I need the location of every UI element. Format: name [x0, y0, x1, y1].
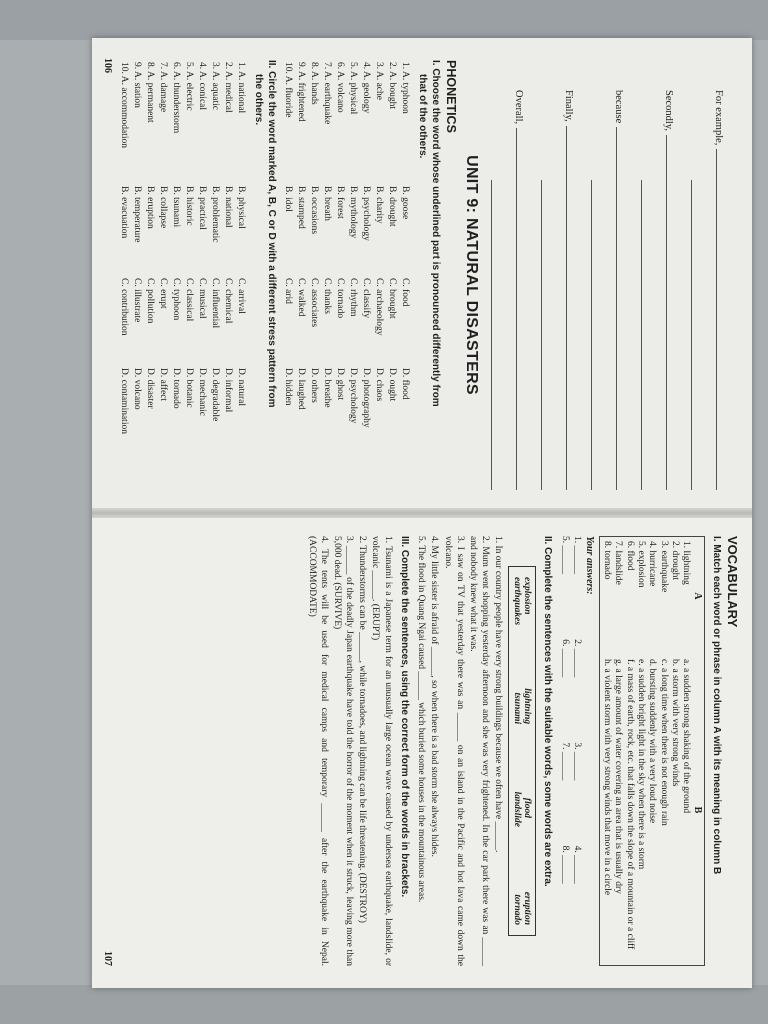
word-box-word: eruption [522, 891, 533, 925]
word-box-row [522, 577, 532, 925]
writing-line-label: Secondly, [663, 90, 674, 132]
option-cell: 5. A. electric [184, 62, 195, 111]
option-cell: 4. A. geology [361, 62, 372, 114]
answer-blank: 1. ______ [572, 536, 583, 574]
answer-blank: 2. ______ [572, 639, 583, 678]
instruction-line: the others. [253, 74, 265, 126]
matching-row [669, 537, 680, 966]
option-cell: B. physical [236, 186, 247, 229]
matching-row [657, 537, 668, 966]
instruction-line: I. Choose the word whose underlined part is pronounced differently from [430, 60, 441, 407]
question-row [334, 60, 347, 490]
option-cell: B. collapse [158, 186, 169, 229]
sentence: 1. In our country people have very strong buildings because we often have ______. [493, 536, 504, 853]
sentence: 2. Thunderstorms can be ______, while tornadoes, and lightning can be life threatening. (DESTROY) [357, 536, 368, 923]
sentence: 4. The tents will be used for medical camps and temporary ______ after the earthquake in Nepal. (ACCOMMODATE) [306, 536, 329, 966]
option-cell: 6. A. thunderstorm [171, 62, 182, 134]
column-b-item: b. a storm with very strong winds [670, 659, 681, 787]
matching-row [646, 537, 657, 966]
writing-rule [716, 149, 718, 490]
option-cell: 2. A. medical [223, 62, 234, 113]
option-cell: B. drought [387, 186, 398, 227]
option-cell: D. ought [387, 368, 398, 402]
word-box-word: flood [522, 797, 533, 818]
word-box-word: landslide [512, 791, 523, 827]
option-cell: B. charity [374, 186, 385, 224]
option-cell: C. arid [283, 278, 294, 304]
option-cell: C. rhythm [348, 278, 359, 317]
writing-line-label: For example, [713, 90, 724, 146]
option-cell: D. hidden [283, 368, 294, 406]
background-top [0, 0, 768, 40]
writing-rule [566, 126, 568, 490]
answer-blank: 8. ______ [559, 845, 570, 884]
option-cell: 5. A. physical [348, 62, 359, 115]
option-cell: 9. A. frightened [296, 62, 307, 122]
writing-rule [541, 180, 543, 490]
right-page [92, 518, 752, 988]
writing-line [563, 90, 588, 490]
answer-blank: 7. ______ [559, 742, 570, 781]
option-cell: C. chemical [223, 278, 234, 324]
column-b-item: g. a large amount of water covering an area that is usually dry [613, 659, 624, 894]
option-cell: C. tornado [335, 278, 346, 319]
option-cell: B. national [223, 186, 234, 228]
writing-rule [641, 180, 643, 490]
word-box-word: tornado [512, 894, 523, 925]
answer-blank: 5. ______ [559, 536, 570, 574]
matching-row [600, 537, 612, 966]
option-cell: 4. A. conical [197, 62, 208, 111]
option-cell: D. degradable [210, 368, 221, 422]
option-cell: 7. A. damage [158, 62, 169, 113]
option-cell: C. classify [361, 278, 372, 319]
option-cell: D. volcano [132, 368, 143, 410]
option-cell: D. flood [400, 368, 411, 400]
unit-title: UNIT 9: NATURAL DISASTERS [463, 155, 480, 395]
word-form-sentences [306, 536, 394, 966]
background-bottom [0, 985, 768, 1024]
instruction-line: II. Circle the word marked A, B, C or D with a different stress pattern from [266, 60, 277, 408]
option-cell: B. forest [335, 186, 346, 219]
option-cell: 7. A. earthquake [322, 62, 333, 125]
writing-rule [591, 180, 593, 490]
answer-blank: 6. ______ [559, 639, 570, 678]
column-a-item: 5. explosion [635, 541, 646, 588]
option-cell: 10. A. accommodation [119, 62, 130, 149]
option-cell: 3. A. ache [374, 62, 385, 100]
writing-rule [491, 180, 493, 490]
writing-line [513, 90, 538, 490]
column-a-header: A [692, 592, 704, 600]
question-row [308, 60, 321, 490]
option-cell: D. laughed [296, 368, 307, 410]
answer-blank: 4. ______ [572, 845, 583, 884]
word-box-word: lightning [522, 688, 533, 725]
option-cell: B. problematic [210, 186, 221, 243]
open-workbook [92, 38, 752, 988]
option-cell: 1. A. national [236, 62, 247, 114]
question-row [321, 60, 334, 490]
option-cell: B. eruption [145, 186, 156, 229]
option-cell: C. pollution [145, 278, 156, 324]
answer-blank: 3. ______ [572, 742, 583, 781]
word-box-word: tsunami [512, 692, 523, 725]
writing-lines [488, 90, 738, 490]
option-cell: C. walked [296, 278, 307, 317]
option-cell: C. brought [387, 278, 398, 319]
matching-row [612, 537, 623, 966]
question-row [235, 60, 248, 490]
option-cell: C. contribution [119, 278, 130, 336]
option-cell: B. temperature [132, 186, 143, 243]
writing-rule [666, 135, 668, 490]
pronunciation-options-table [282, 60, 412, 490]
word-box [508, 566, 536, 936]
writing-line [638, 90, 663, 490]
vocab-ex2-instruction: II. Complete the sentences with the suitable words, some words are extra. [541, 536, 553, 887]
option-cell: B. idol [283, 186, 294, 212]
question-row [386, 60, 399, 490]
matching-row [635, 537, 646, 966]
column-b-item: e. a sudden bright light in the sky when there is a storm [635, 659, 646, 870]
option-cell: D. ghost [335, 368, 346, 401]
column-b-item: c. a long time when there is not enough rain [658, 659, 669, 826]
option-cell: 8. A. permanent [145, 62, 156, 123]
option-cell: D. informal [223, 368, 234, 413]
option-cell: C. thanks [322, 278, 333, 314]
writing-line [663, 90, 688, 490]
matching-row [623, 537, 634, 966]
option-cell: C. associates [309, 278, 320, 328]
option-cell: D. psychology [348, 368, 359, 424]
writing-line-label: Overall, [513, 90, 524, 125]
stress-options-table [118, 60, 248, 490]
option-cell: C. typhoon [171, 278, 182, 321]
sentence: 1. Tsunami is a Japanese term for an unusually large ocean wave caused by undersea earthquake, landslide, or volcanic ______. (ERUPT) [370, 536, 393, 966]
sentence: 4. My little sister is afraid of ______, so when there is a bad storm she always hides. [429, 536, 440, 857]
column-a-item: 6. flood [624, 541, 635, 571]
option-cell: 9. A. station [132, 62, 143, 108]
option-cell: 8. A. hands [309, 62, 320, 105]
matching-row [680, 537, 691, 966]
option-cell: D. others [309, 368, 320, 403]
option-cell: D. contamination [119, 368, 130, 434]
fill-blank-sentences [415, 536, 504, 966]
phonetics-ex2-instruction [252, 60, 277, 490]
writing-rule [616, 127, 618, 490]
writing-line [688, 90, 713, 490]
writing-line-label: because [613, 90, 624, 124]
option-cell: C. classical [184, 278, 195, 322]
word-box-row [512, 577, 522, 925]
option-cell: 6. A. volcano [335, 62, 346, 113]
column-a-item: 3. earthquake [658, 541, 669, 593]
sentence: 5. The flood in Quang Ngai caused ______ which buried some houses in the mountainous areas. [416, 536, 427, 903]
option-cell: 1. A. typhoon [400, 62, 411, 114]
answers-label: Your answers: [584, 536, 596, 595]
writing-rule [691, 180, 693, 490]
option-cell: D. natural [236, 368, 247, 406]
option-cell: B. breath [322, 186, 333, 221]
instruction-line: that of the others. [417, 74, 429, 159]
option-cell: B. goose [400, 186, 411, 220]
option-cell: D. breathe [322, 368, 333, 408]
option-cell: C. illustrate [132, 278, 143, 323]
matching-header-row [692, 537, 706, 966]
vocab-ex1-instruction: I. Match each word or phrase in column A with its meaning in column B [711, 536, 722, 875]
option-cell: B. stamped [296, 186, 307, 229]
option-cell: B. occasions [309, 186, 320, 235]
writing-line [488, 90, 513, 490]
option-cell: C. archaeology [374, 278, 385, 336]
column-b-item: h. a violent storm with very strong winds that move in a circle [601, 659, 612, 896]
option-cell: D. affect [158, 368, 169, 402]
question-row [222, 60, 235, 490]
option-cell: B. mythology [348, 186, 359, 239]
option-cell: C. arrival [236, 278, 247, 314]
page-number: 107 [102, 951, 113, 966]
writing-line [588, 90, 613, 490]
column-b-item: d. bursting suddenly with a very loud noise [647, 659, 658, 824]
writing-rule [516, 128, 518, 490]
word-box-word: explosion [522, 577, 533, 615]
question-row [118, 60, 131, 490]
question-row [183, 60, 196, 490]
phonetics-ex1-instruction [416, 60, 441, 490]
vocabulary-heading: VOCABULARY [725, 536, 740, 628]
writing-line [713, 90, 738, 490]
writing-line [613, 90, 638, 490]
option-cell: B. tsunami [171, 186, 182, 228]
word-box-word: earthquakes [512, 577, 523, 626]
option-cell: B. practical [197, 186, 208, 230]
column-a-item: 4. hurricane [647, 541, 658, 587]
option-cell: B. psychology [361, 186, 372, 241]
writing-line [538, 90, 563, 490]
option-cell: C. erupt [158, 278, 169, 309]
sentence: 3. I saw on TV that yesterday there was an ______ on an island in the Pacific and hot lava came down the volcano. [442, 536, 465, 966]
option-cell: C. food [400, 278, 411, 307]
column-b-header: B [692, 806, 704, 814]
page-number: 106 [102, 58, 113, 73]
option-cell: C. musical [197, 278, 208, 319]
vocab-ex3-instruction: III. Complete the sentences, using the correct form of the words in brackets. [399, 536, 411, 898]
matching-table [599, 536, 705, 966]
question-row [144, 60, 157, 490]
option-cell: 3. A. aquatic [210, 62, 221, 111]
option-cell: D. chaos [374, 368, 385, 402]
question-row [196, 60, 209, 490]
question-row [170, 60, 183, 490]
column-a-item: 8. tornado [601, 541, 612, 580]
option-cell: 2. A. bought [387, 62, 398, 109]
sentence: 3. ______ of the deadly Japan earthquake have told the horror of the moment when it struck, leaving more than 5,000 dead. (SURVIVE) [332, 536, 355, 966]
question-row [209, 60, 222, 490]
column-a-item: 1. lightning [681, 541, 692, 585]
option-cell: D. botanic [184, 368, 195, 408]
question-row [399, 60, 412, 490]
column-b-item: a. a sudden strong shaking of the ground [681, 659, 692, 814]
option-cell: 10. A. fluoride [283, 62, 294, 118]
option-cell: D. tornado [171, 368, 182, 409]
sentence: 2. Mum went shopping yesterday afternoon and she was very frightened. In the car park there was an ______ and nobody knew what it was. [467, 536, 491, 966]
writing-line-label: Finally, [563, 90, 574, 122]
column-b-item: f. a mass of earth, rock, etc. that falls down the slope of a mountain or a cliff [624, 659, 635, 950]
book-spread [92, 38, 752, 988]
question-row [373, 60, 386, 490]
option-cell: B. evacuation [119, 186, 130, 239]
left-page [92, 38, 752, 508]
question-row [157, 60, 170, 490]
question-row [360, 60, 373, 490]
phonetics-heading: PHONETICS [444, 60, 458, 133]
option-cell: C. influential [210, 278, 221, 329]
option-cell: B. historic [184, 186, 195, 226]
option-cell: D. disaster [145, 368, 156, 409]
question-row [295, 60, 308, 490]
question-row [131, 60, 144, 490]
option-cell: D. mechanic [197, 368, 208, 417]
column-a-item: 2. drought [670, 541, 681, 581]
column-a-item: 7. landslide [613, 541, 624, 585]
question-row [282, 60, 295, 490]
question-row [347, 60, 360, 490]
book-gutter [92, 508, 752, 518]
answer-blanks [558, 536, 584, 966]
option-cell: D. photography [361, 368, 372, 428]
